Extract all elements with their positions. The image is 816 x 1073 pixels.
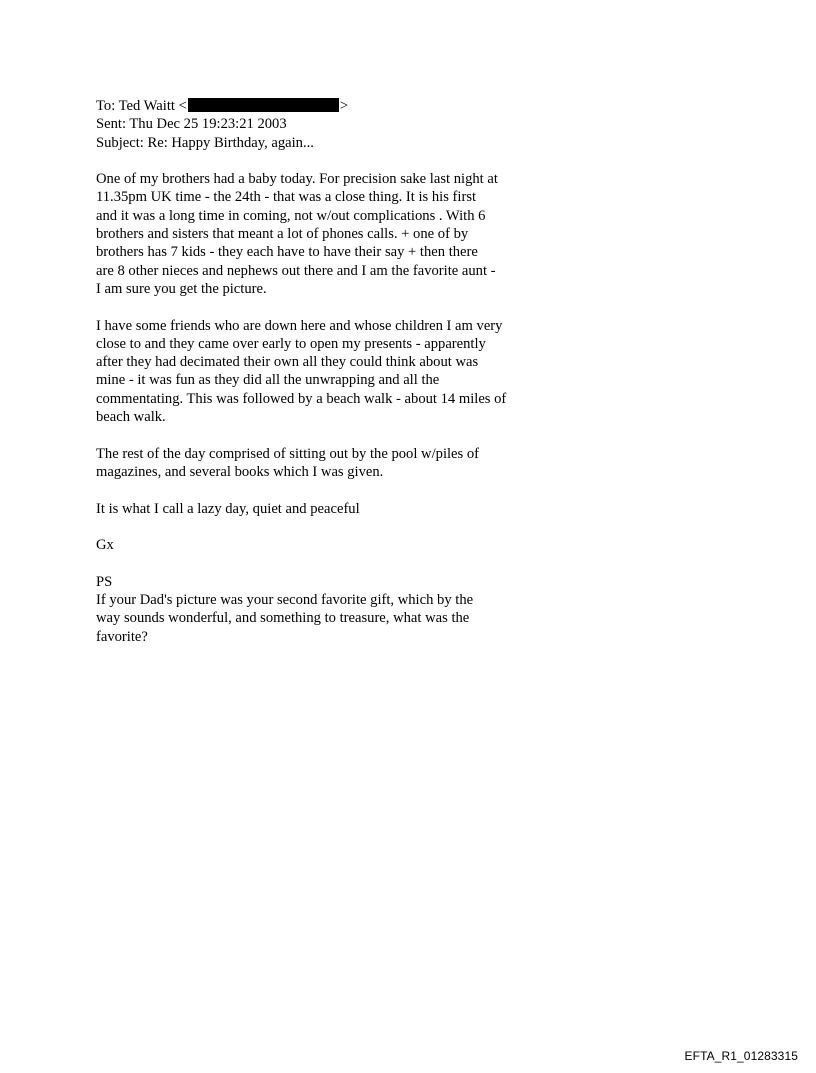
sent-line: Sent: Thu Dec 25 19:23:21 2003 [96,116,287,133]
text-line: If your Dad's picture was your second favorite gift, which by the [96,592,474,609]
paragraph-4 [96,500,566,518]
text-line: after they had decimated their own all they could think about was [96,354,479,371]
text-line: brothers and sisters that meant a lot of phones calls. + one of by [96,226,469,243]
text-line: It is what I call a lazy day, quiet and peaceful [96,500,360,517]
paragraph-1 [96,170,566,298]
text-line: I have some friends who are down here and whose children I am very [96,317,503,334]
text-line: PS [96,573,113,590]
paragraph-3 [96,445,566,482]
email-body [96,97,566,664]
document-id: EFTA_R1_01283315 [684,1049,798,1063]
postscript [96,573,566,646]
text-line: are 8 other nieces and nephews out there and I am the favorite aunt - [96,262,496,279]
text-line: commentating. This was followed by a beach walk - about 14 miles of [96,390,507,407]
to-label: To: Ted Waitt < [96,98,187,114]
text-line: magazines, and several books which I was given. [96,463,384,480]
text-line: mine - it was fun as they did all the unwrapping and all the [96,372,440,389]
text-line: The rest of the day comprised of sitting out by the pool w/piles of [96,445,480,462]
signature [96,536,566,554]
email-headers [96,97,566,152]
subject-line: Subject: Re: Happy Birthday, again... [96,134,314,151]
text-line: way sounds wonderful, and something to treasure, what was the [96,610,470,627]
text-line: and it was a long time in coming, not w/out complications . With 6 [96,207,486,224]
text-line: favorite? [96,628,148,645]
to-line [96,97,566,115]
redaction-block [188,98,339,112]
text-line: 11.35pm UK time - the 24th - that was a close thing. It is his first [96,189,477,206]
text-line: close to and they came over early to open my presents - apparently [96,335,486,352]
text-line: One of my brothers had a baby today. For precision sake last night at [96,171,498,188]
to-suffix: > [339,98,349,114]
text-line: beach walk. [96,409,166,426]
text-line: I am sure you get the picture. [96,280,267,297]
text-line: brothers has 7 kids - they each have to have their say + then there [96,244,478,261]
paragraph-2 [96,317,566,427]
text-line: Gx [96,537,114,554]
